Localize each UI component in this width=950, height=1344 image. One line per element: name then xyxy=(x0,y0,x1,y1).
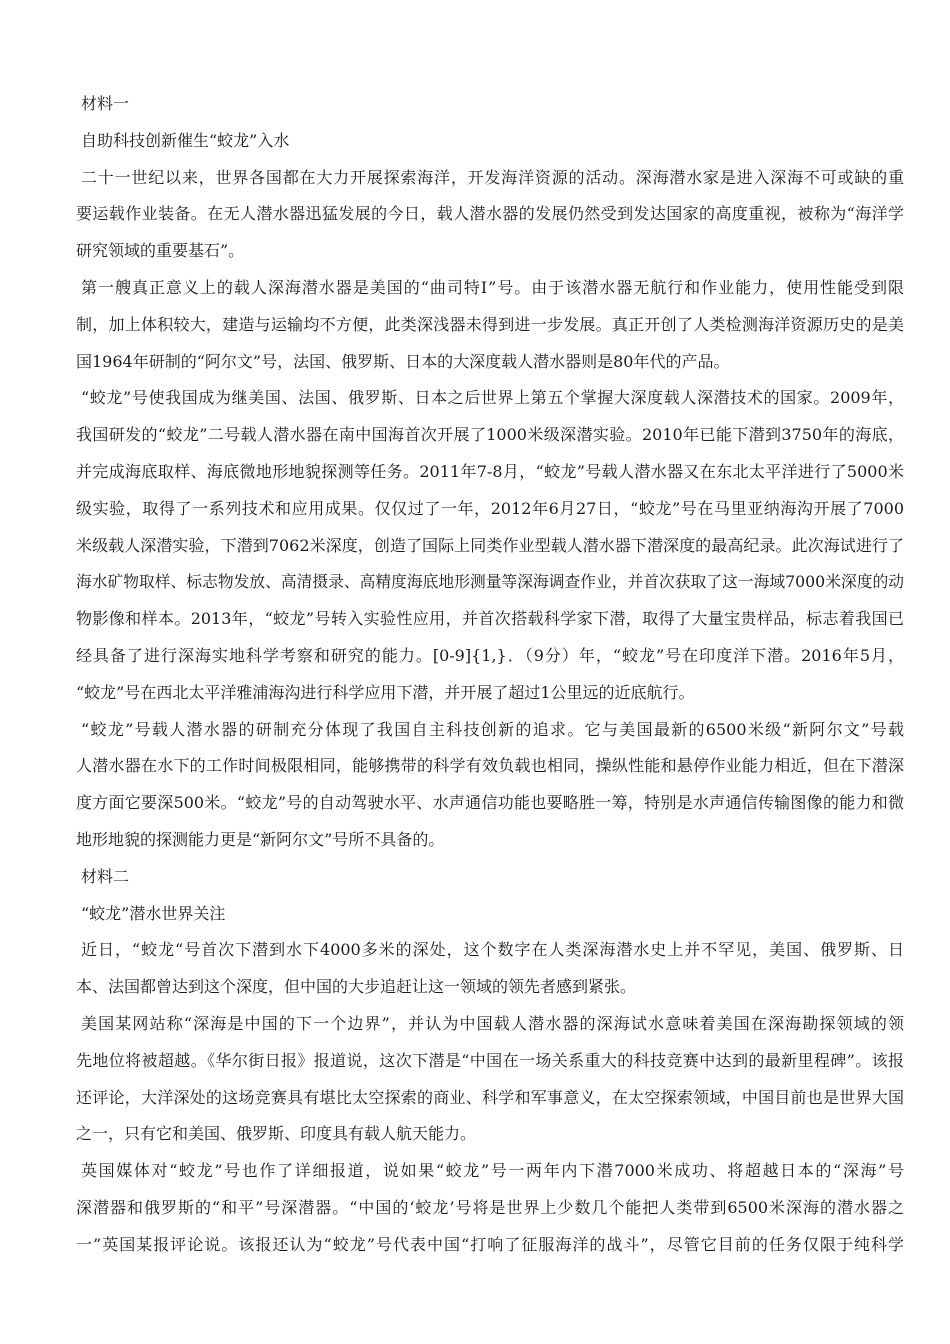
text-line: “蛟龙”号载人潜水器的研制充分体现了我国自主科技创新的追求。它与美国最新的6500米级“新阿尔文”号载 xyxy=(81,719,904,739)
text-line: 要运载作业装备。在无人潜水器迅猛发展的今日，载人潜水器的发展仍然受到发达国家的高度重视，被称为“海洋学 xyxy=(76,204,904,224)
text-line: 深潜器和俄罗斯的“和平”号深潜器。“中国的‘蛟龙’号将是世界上少数几个能把人类带到6500米深海的潜水器之 xyxy=(76,1197,904,1217)
text-line: 研究领域的重要基石”。 xyxy=(76,241,245,261)
text-line: 还评论，大洋深处的这场竞赛具有堪比太空探索的商业、科学和军事意义，在太空探索领域，中国目前也是世界大国 xyxy=(76,1087,904,1107)
text-line: 二十一世纪以来，世界各国都在大力开展探索海洋，开发海洋资源的活动。深海潜水家是进入深海不可或缺的重 xyxy=(81,167,904,187)
section-heading: 材料一 xyxy=(81,94,130,113)
text-line: 海水矿物取样、标志物发放、高清摄录、高精度海底地形测量等深海调查作业，并首次获取了这一海域7000米深度的动 xyxy=(76,572,904,592)
text-line: 物影像和样本。2013年，“蛟龙”号转入实验性应用，并首次搭载科学家下潜，取得了大量宝贵样品，标志着我国已 xyxy=(76,609,904,629)
text-line: 英国媒体对“蛟龙”号也作了详细报道，说如果“蛟龙”号一两年内下潜7000米成功、将超越日本的“深海”号 xyxy=(81,1161,904,1181)
text-line: 近日，“蛟龙“号首次下潜到水下4000多米的深处，这个数字在人类深海潜水史上并不罕见，美国、俄罗斯、日 xyxy=(81,940,904,960)
document-body xyxy=(76,86,904,1264)
text-line: 我国研发的“蛟龙”二号载人潜水器在南中国海首次开展了1000米级深潜实验。2010年已能下潜到3750年的海底， xyxy=(76,425,904,445)
section-heading: 材料二 xyxy=(81,866,130,886)
text-line: “蛟龙”号使我国成为继美国、法国、俄罗斯、日本之后世界上第五个掌握大深度载人深潜技术的国家。2009年， xyxy=(81,388,904,408)
text-line: 制，加上体积较大，建造与运输均不方便，此类深浅器未得到进一步发展。真正开创了人类检测海洋资源历史的是美 xyxy=(76,314,904,334)
text-line: 国1964年研制的“阿尔文”号，法国、俄罗斯、日本的大深度载人潜水器则是80年代的产品。 xyxy=(76,351,730,371)
text-line: 先地位将被超越。《华尔街日报》报道说，这次下潜是“中国在一场关系重大的科技竞赛中达到的最新里程碑”。该报 xyxy=(76,1050,904,1070)
text-line: 之一，只有它和美国、俄罗斯、印度具有载人航天能力。 xyxy=(76,1124,477,1144)
text-line: 级实验，取得了一系列技术和应用成果。仅仅过了一年，2012年6月27日，“蛟龙”号在马里亚纳海沟开展了7000 xyxy=(76,498,904,518)
text-line: “蛟龙”号在西北太平洋雅浦海沟进行科学应用下潜，并开展了超过1公里远的近底航行。 xyxy=(76,682,695,702)
text-line: 美国某网站称“深海是中国的下一个边界”，并认为中国载人潜水器的深海试水意味着美国在深海勘探领域的领 xyxy=(81,1013,904,1033)
section-heading: 自助科技创新催生“蛟龙”入水 xyxy=(81,130,290,150)
text-line: 人潜水器在水下的工作时间极限相同，能够携带的科学有效负载也相同，操纵性能和悬停作业能力相近，但在下潜深 xyxy=(76,756,904,776)
text-line: 米级载人深潜实验，下潜到7062米深度，创造了国际上同类作业型载人潜水器下潜深度的最高纪录。此次海试进行了 xyxy=(76,535,904,555)
text-line: 度方面它要深500米。“蛟龙”号的自动驾驶水平、水声通信功能也要略胜一筹，特别是水声通信传输图像的能力和微 xyxy=(76,793,904,813)
section-heading: “蛟龙”潜水世界关注 xyxy=(81,903,226,923)
text-line: 本、法国都曾达到这个深度，但中国的大步追赶让这一领域的领先者感到紧张。 xyxy=(76,977,637,997)
text-line: 并完成海底取样、海底微地形地貌探测等任务。2011年7-8月，“蛟龙”号载人潜水器又在东北太平洋进行了5000米 xyxy=(76,461,904,481)
text-line: 地形地貌的探测能力更是“新阿尔文”号所不具备的。 xyxy=(76,829,445,849)
text-line: 一”英国某报评论说。该报还认为“蛟龙”号代表中国“打响了征服海洋的战斗”，尽管它目前的任务仅限于纯科学 xyxy=(76,1234,904,1254)
text-line: 第一艘真正意义上的载人深海潜水器是美国的“曲司特Ⅰ”号。由于该潜水器无航行和作业能力，使用性能受到限 xyxy=(81,277,904,297)
text-line: 经具备了进行深海实地科学考察和研究的能力。[0-9]{1,}．（9分）年，“蛟龙”号在印度洋下潜。2016年5月， xyxy=(76,645,904,665)
